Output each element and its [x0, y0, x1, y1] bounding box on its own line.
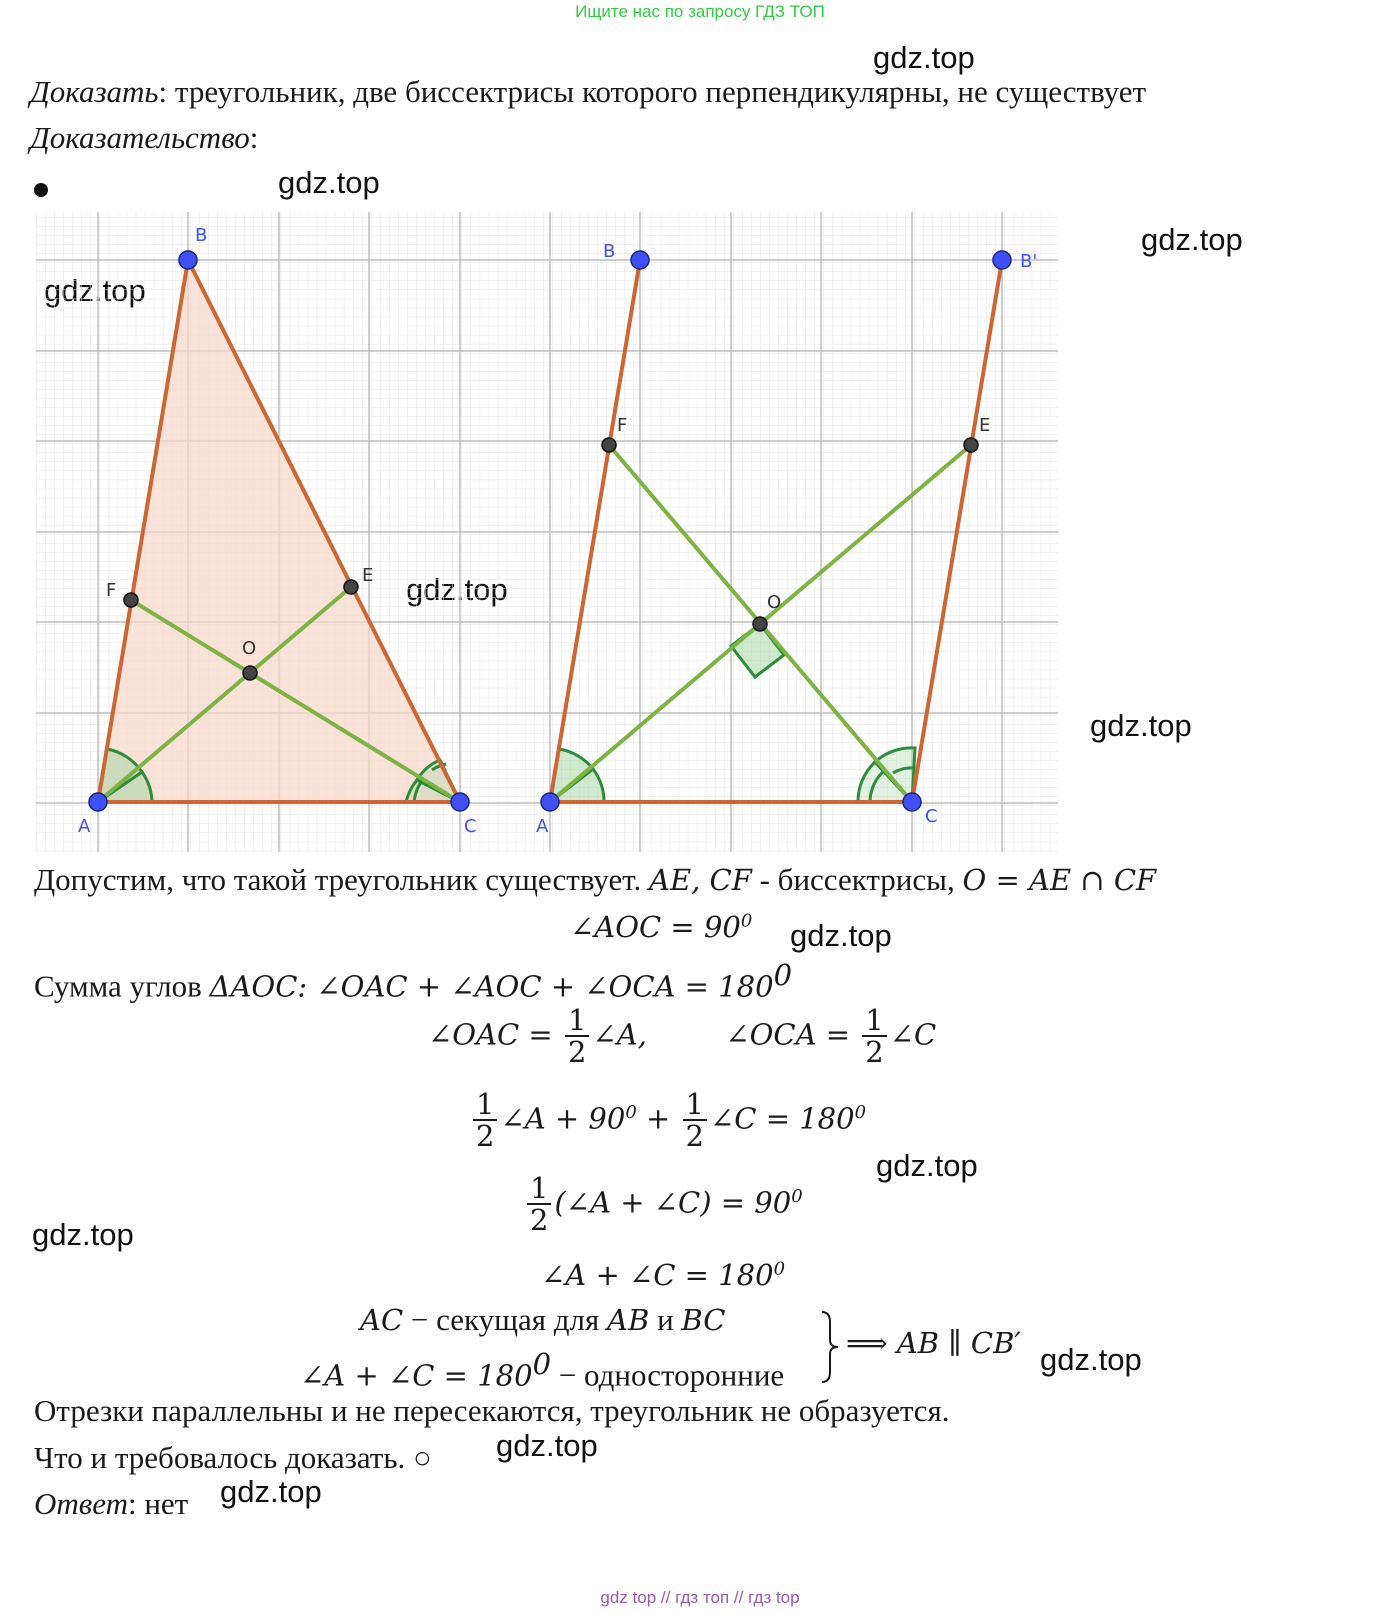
brace-icon [818, 1310, 842, 1384]
proof-label: Доказательство [30, 120, 250, 155]
point-f [602, 438, 616, 452]
label-a: A [536, 816, 549, 837]
label-a: A [78, 816, 91, 837]
parallel-text: Отрезки параллельны и не пересекаются, треугольник не образуется. [34, 1393, 950, 1428]
watermark: gdz.top [32, 1217, 134, 1252]
top-banner: Ищите нас по запросу ГДЗ ТОП [575, 2, 825, 21]
answer-label: Ответ [34, 1486, 128, 1521]
watermark: gdz.top [873, 40, 975, 75]
fraction-half: $\frac{1}{2}$ [862, 1005, 886, 1068]
qed-text: Что и требовалось доказать. ○ [34, 1440, 432, 1475]
label-b: B [603, 241, 616, 262]
point-b-prime [993, 251, 1011, 269]
degree: 0 [740, 910, 753, 932]
system-line-2: ∠A + ∠C = $180^0$ − односторонние [300, 1347, 785, 1393]
answer-line [34, 1486, 188, 1522]
bottom-banner: gdz top // гдз топ // гдз top [600, 1588, 800, 1607]
equation-3: $\frac{1}{2}$ ∠A + $90^0$ + $\frac{1}{2}$ ∠C = $180^0$ [470, 1089, 866, 1152]
label-c: C [925, 806, 938, 827]
degree: 0 [773, 958, 793, 992]
statement-label: Доказать [30, 74, 159, 109]
point-e [344, 580, 358, 594]
point-b [631, 251, 649, 269]
point-e [964, 438, 978, 452]
system-line-1: AC − секущая для AB и BC [360, 1302, 726, 1337]
point-f [124, 593, 138, 607]
watermark: gdz.top [1040, 1342, 1142, 1377]
assume-mid: - биссектрисы, [751, 862, 963, 897]
point-o [243, 666, 257, 680]
label-e: E [979, 415, 991, 436]
point-c [903, 793, 921, 811]
label-b: B [195, 225, 208, 246]
equation-4: $\frac{1}{2}$ (∠A + ∠C) = $90^0$ [524, 1173, 803, 1236]
assume-math-2: O = AE ∩ CF [962, 863, 1157, 897]
sum-label: Сумма углов [34, 968, 210, 1004]
assume-text: Допустим, что такой треугольник существует. [34, 862, 642, 897]
label-o: O [242, 638, 257, 659]
watermark: gdz.top [278, 165, 380, 200]
point-c [451, 793, 469, 811]
watermark: gdz.top [876, 1148, 978, 1183]
label-b-prime: B' [1020, 251, 1038, 272]
assumption-line [34, 862, 1156, 898]
sum-triangle: ΔAOC [209, 969, 298, 1004]
answer-text: : нет [127, 1486, 189, 1521]
angle-aoc: ∠AOC = 90 [570, 910, 741, 944]
proof-colon: : [249, 120, 259, 155]
label-f: F [106, 580, 117, 601]
watermark: gdz.top [496, 1428, 598, 1463]
fraction-half: $\frac{1}{2}$ [683, 1089, 707, 1152]
watermark: gdz.top [1141, 222, 1243, 257]
equation-5: ∠A + ∠C = $180^0$ [541, 1258, 785, 1292]
oca-right: ∠C [889, 1017, 937, 1052]
label-o: O [767, 592, 782, 613]
fraction-half: $\frac{1}{2}$ [565, 1005, 589, 1068]
fraction-half: $\frac{1}{2}$ [473, 1089, 497, 1152]
statement-text: : треугольник, две биссектрисы которого перпендикулярны, не существует [158, 74, 1147, 109]
watermark: gdz.top [1090, 708, 1192, 743]
label-f: F [617, 415, 628, 436]
oca-left: ∠OCA = [725, 1017, 860, 1052]
watermark: gdz.top [790, 918, 892, 953]
label-c: C [464, 816, 477, 837]
point-a [541, 793, 559, 811]
point-b [179, 251, 197, 269]
half-angles-line [428, 1005, 936, 1068]
oac-left: ∠OAC = [428, 1017, 562, 1052]
conclusion-parallel: ⟹ AB ∥ CB′ [846, 1326, 1021, 1360]
angle-aoc-line [570, 910, 752, 944]
assume-math-1: AE, CF [649, 863, 752, 897]
watermark: gdz.top [220, 1474, 322, 1509]
oac-right: ∠A, [592, 1017, 647, 1052]
fraction-half: $\frac{1}{2}$ [527, 1173, 551, 1236]
point-a [89, 793, 107, 811]
point-o [753, 617, 767, 631]
sum-line [34, 958, 792, 1004]
grid-right [506, 212, 1058, 852]
label-e: E [362, 565, 374, 586]
sum-expr: : ∠OAC + ∠AOC + ∠OCA = 180 [297, 969, 774, 1004]
